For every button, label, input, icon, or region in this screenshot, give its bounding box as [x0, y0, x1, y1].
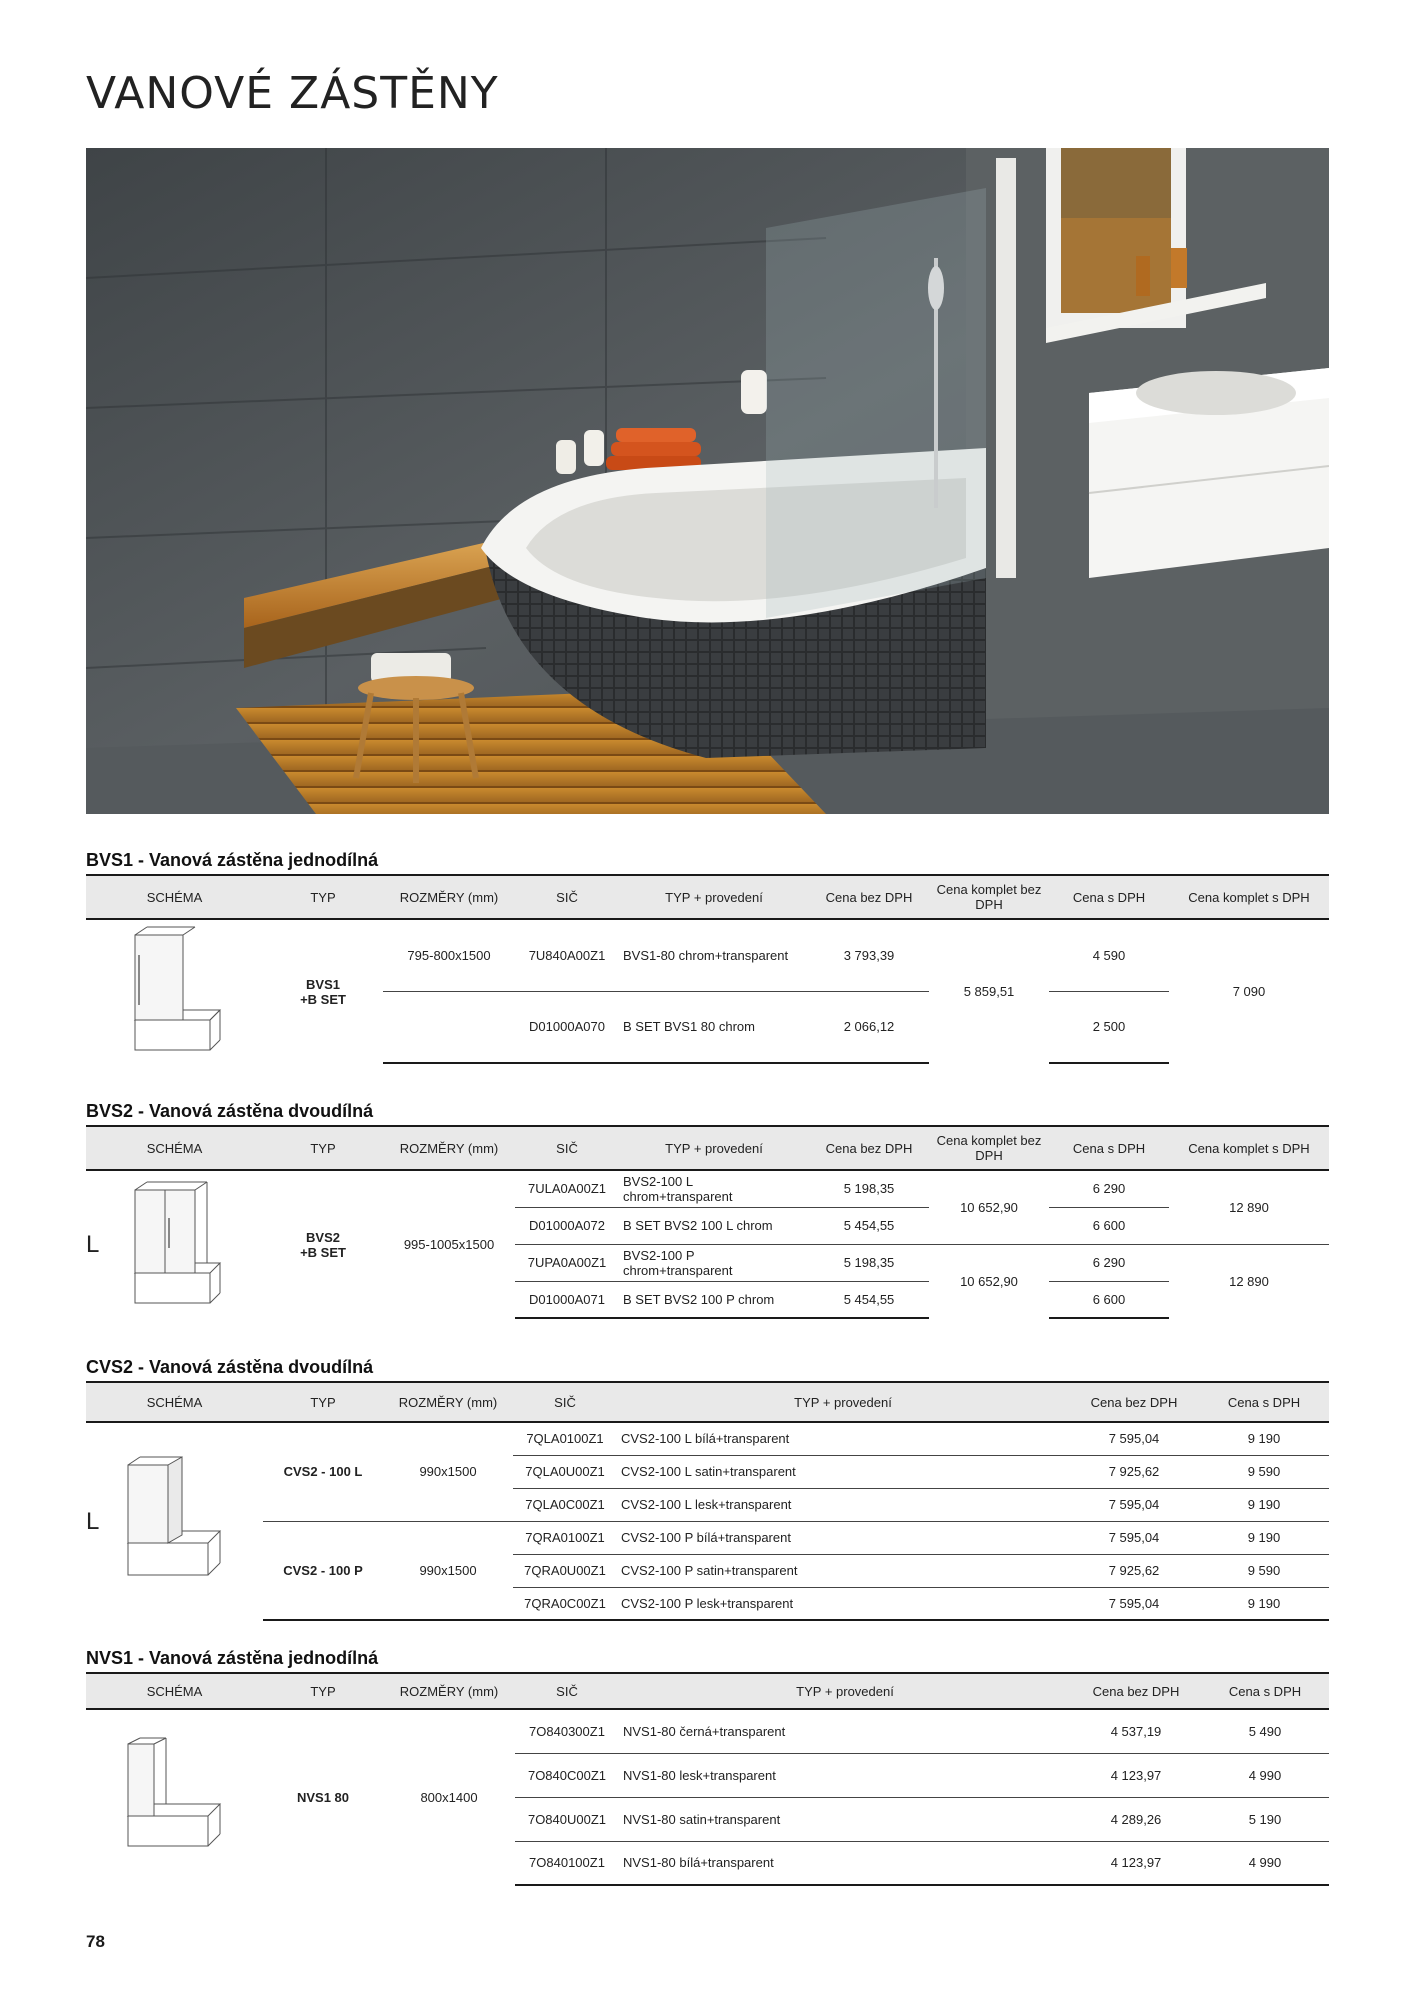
bvs1-rozmery — [383, 991, 515, 1063]
nvs1-section — [86, 1644, 1329, 1886]
col-cena-bez-dph: Cena bez DPH — [809, 1126, 929, 1170]
cvs2-title: CVS2 - Vanová zástěna dvoudílná — [86, 1357, 374, 1377]
col-rozmery: ROZMĚRY (mm) — [383, 1673, 515, 1709]
cvs2-cena-bez: 7 925,62 — [1069, 1554, 1199, 1587]
bvs1-schema — [86, 919, 263, 1063]
cvs2-sic: 7QLA0C00Z1 — [513, 1488, 617, 1521]
bvs2-komplet-s: 12 890 — [1169, 1170, 1329, 1244]
col-rozmery: ROZMĚRY (mm) — [383, 1126, 515, 1170]
col-typ: TYP — [263, 1382, 383, 1422]
col-rozmery: ROZMĚRY (mm) — [383, 1382, 513, 1422]
col-sic: SIČ — [515, 875, 619, 919]
col-schema: SCHÉMA — [86, 875, 263, 919]
cvs2-typ-provedeni: CVS2-100 L bílá+transparent — [617, 1422, 1069, 1455]
bvs2-cena-bez: 5 454,55 — [809, 1207, 929, 1244]
col-typ: TYP — [263, 1673, 383, 1709]
cvs2-sic: 7QRA0U00Z1 — [513, 1554, 617, 1587]
bvs1-title: BVS1 - Vanová zástěna jednodílná — [86, 850, 379, 870]
bvs1-cena-bez: 3 793,39 — [809, 919, 929, 991]
bvs2-sic: 7UPA0A00Z1 — [515, 1244, 619, 1281]
cvs2-cena-bez: 7 595,04 — [1069, 1587, 1199, 1620]
nvs1-typ-provedeni: NVS1-80 lesk+transparent — [619, 1753, 1071, 1797]
bath-screen-schema-icon — [125, 1178, 225, 1308]
bvs2-sic: D01000A071 — [515, 1281, 619, 1318]
nvs1-cena-bez: 4 123,97 — [1071, 1841, 1201, 1885]
col-typ: TYP — [263, 1126, 383, 1170]
col-cena-bez-dph: Cena bez DPH — [1069, 1382, 1199, 1422]
cvs2-cena-s: 9 190 — [1199, 1422, 1329, 1455]
cvs2-cena-bez: 7 595,04 — [1069, 1521, 1199, 1554]
cvs2-cena-s: 9 190 — [1199, 1587, 1329, 1620]
bvs1-rozmery: 795-800x1500 — [383, 919, 515, 991]
bvs2-sic: 7ULA0A00Z1 — [515, 1170, 619, 1207]
bvs2-cena-bez: 5 198,35 — [809, 1244, 929, 1281]
nvs1-cena-bez: 4 289,26 — [1071, 1797, 1201, 1841]
bvs1-cena-s: 4 590 — [1049, 919, 1169, 991]
nvs1-sic: 7O840C00Z1 — [515, 1753, 619, 1797]
bvs1-typ-provedeni: BVS1-80 chrom+transparent — [619, 919, 809, 991]
nvs1-cena-s: 4 990 — [1201, 1753, 1329, 1797]
bvs2-section — [86, 1097, 1329, 1319]
cvs2-typ-provedeni: CVS2-100 L satin+transparent — [617, 1455, 1069, 1488]
col-cena-komplet-bez-dph: Cena komplet bez DPH — [929, 875, 1049, 919]
nvs1-title: NVS1 - Vanová zástěna jednodílná — [86, 1648, 379, 1668]
col-cena-s-dph: Cena s DPH — [1199, 1382, 1329, 1422]
nvs1-table — [86, 1672, 1329, 1886]
cvs2-sic: 7QRA0100Z1 — [513, 1521, 617, 1554]
col-cena-komplet-s-dph: Cena komplet s DPH — [1169, 875, 1329, 919]
nvs1-rozmery: 800x1400 — [420, 1790, 478, 1805]
bvs1-table — [86, 874, 1329, 1064]
col-typ: TYP — [263, 875, 383, 919]
cvs2-table — [86, 1381, 1329, 1621]
bath-screen-schema-icon — [125, 925, 225, 1055]
bvs2-title: BVS2 - Vanová zástěna dvoudílná — [86, 1101, 374, 1121]
col-schema: SCHÉMA — [86, 1382, 263, 1422]
cvs2-section — [86, 1353, 1329, 1621]
cvs2-typ-provedeni: CVS2-100 P bílá+transparent — [617, 1521, 1069, 1554]
cvs2-cena-s: 9 190 — [1199, 1521, 1329, 1554]
nvs1-typ-provedeni: NVS1-80 černá+transparent — [619, 1709, 1071, 1753]
schema-letter: L — [86, 1507, 100, 1535]
nvs1-cena-bez: 4 537,19 — [1071, 1709, 1201, 1753]
cvs2-typ: CVS2 - 100 P — [263, 1521, 383, 1620]
bvs1-typ-provedeni: B SET BVS1 80 chrom — [619, 991, 809, 1063]
bvs2-cena-s: 6 600 — [1049, 1207, 1169, 1244]
bvs1-typ: BVS1 +B SET — [300, 976, 346, 1007]
cvs2-rozmery: 990x1500 — [383, 1422, 513, 1521]
nvs1-cena-s: 5 490 — [1201, 1709, 1329, 1753]
cvs2-cena-bez: 7 595,04 — [1069, 1422, 1199, 1455]
col-typ-provedeni: TYP + provedení — [619, 1126, 809, 1170]
bvs1-cena-s: 2 500 — [1049, 991, 1169, 1063]
bvs2-cena-s: 6 600 — [1049, 1281, 1169, 1318]
nvs1-sic: 7O840U00Z1 — [515, 1797, 619, 1841]
cvs2-cena-s: 9 190 — [1199, 1488, 1329, 1521]
col-schema: SCHÉMA — [86, 1126, 263, 1170]
nvs1-cena-s: 4 990 — [1201, 1841, 1329, 1885]
nvs1-typ-provedeni: NVS1-80 satin+transparent — [619, 1797, 1071, 1841]
bvs2-cena-bez: 5 454,55 — [809, 1281, 929, 1318]
bvs2-cena-bez: 5 198,35 — [809, 1170, 929, 1207]
bvs1-section — [86, 846, 1329, 1064]
col-cena-s-dph: Cena s DPH — [1201, 1673, 1329, 1709]
col-cena-komplet-bez-dph: Cena komplet bez DPH — [929, 1126, 1049, 1170]
cvs2-schema — [86, 1422, 263, 1620]
bvs2-typ-provedeni: B SET BVS2 100 L chrom — [619, 1207, 809, 1244]
col-typ-provedeni: TYP + provedení — [619, 1673, 1071, 1709]
nvs1-schema — [86, 1709, 263, 1885]
bath-screen-schema-icon — [120, 1736, 230, 1856]
bvs2-cena-s: 6 290 — [1049, 1170, 1169, 1207]
bvs2-typ: BVS2 +B SET — [300, 1229, 346, 1260]
col-typ-provedeni: TYP + provedení — [619, 875, 809, 919]
cvs2-sic: 7QLA0100Z1 — [513, 1422, 617, 1455]
col-cena-bez-dph: Cena bez DPH — [809, 875, 929, 919]
page-number: 78 — [86, 1932, 105, 1951]
bvs1-sic: 7U840A00Z1 — [515, 919, 619, 991]
bvs2-typ-provedeni: BVS2-100 P chrom+transparent — [619, 1244, 809, 1281]
bathroom-photo — [86, 148, 1329, 814]
cvs2-rozmery: 990x1500 — [383, 1521, 513, 1620]
col-sic: SIČ — [513, 1382, 617, 1422]
bvs2-komplet-bez: 10 652,90 — [960, 1273, 1018, 1289]
col-cena-komplet-s-dph: Cena komplet s DPH — [1169, 1126, 1329, 1170]
bvs2-typ-provedeni: B SET BVS2 100 P chrom — [619, 1281, 809, 1318]
cvs2-cena-bez: 7 595,04 — [1069, 1488, 1199, 1521]
bvs1-sic: D01000A070 — [515, 991, 619, 1063]
col-cena-s-dph: Cena s DPH — [1049, 1126, 1169, 1170]
cvs2-sic: 7QRA0C00Z1 — [513, 1587, 617, 1620]
nvs1-cena-bez: 4 123,97 — [1071, 1753, 1201, 1797]
nvs1-typ: NVS1 80 — [296, 1790, 350, 1805]
bvs2-komplet-s: 12 890 — [1229, 1273, 1269, 1289]
bvs2-sic: D01000A072 — [515, 1207, 619, 1244]
col-rozmery: ROZMĚRY (mm) — [383, 875, 515, 919]
bvs2-table — [86, 1125, 1329, 1319]
cvs2-cena-bez: 7 925,62 — [1069, 1455, 1199, 1488]
nvs1-cena-s: 5 190 — [1201, 1797, 1329, 1841]
cvs2-sic: 7QLA0U00Z1 — [513, 1455, 617, 1488]
bvs2-typ-provedeni: BVS2-100 L chrom+transparent — [619, 1170, 809, 1207]
cvs2-typ-provedeni: CVS2-100 P satin+transparent — [617, 1554, 1069, 1587]
nvs1-typ-provedeni: NVS1-80 bílá+transparent — [619, 1841, 1071, 1885]
bvs2-rozmery: 995-1005x1500 — [403, 1237, 495, 1252]
bath-screen-schema-icon — [120, 1455, 230, 1585]
col-schema: SCHÉMA — [86, 1673, 263, 1709]
bvs2-cena-s: 6 290 — [1049, 1244, 1169, 1281]
bvs1-cena-bez: 2 066,12 — [809, 991, 929, 1063]
nvs1-sic: 7O840100Z1 — [515, 1841, 619, 1885]
col-sic: SIČ — [515, 1673, 619, 1709]
bvs1-komplet-bez: 5 859,51 — [963, 984, 1015, 999]
bvs2-schema — [86, 1170, 263, 1318]
cvs2-typ-provedeni: CVS2-100 L lesk+transparent — [617, 1488, 1069, 1521]
col-cena-s-dph: Cena s DPH — [1049, 875, 1169, 919]
cvs2-typ-provedeni: CVS2-100 P lesk+transparent — [617, 1587, 1069, 1620]
col-cena-bez-dph: Cena bez DPH — [1071, 1673, 1201, 1709]
page-title: VANOVÉ ZÁSTĚNY — [86, 68, 499, 119]
bvs2-komplet-bez: 10 652,90 — [929, 1170, 1049, 1244]
col-sic: SIČ — [515, 1126, 619, 1170]
bvs1-komplet-s: 7 090 — [1232, 984, 1266, 999]
schema-letter: L — [86, 1230, 100, 1258]
cvs2-typ: CVS2 - 100 L — [263, 1422, 383, 1521]
nvs1-sic: 7O840300Z1 — [515, 1709, 619, 1753]
cvs2-cena-s: 9 590 — [1199, 1455, 1329, 1488]
cvs2-cena-s: 9 590 — [1199, 1554, 1329, 1587]
col-typ-provedeni: TYP + provedení — [617, 1382, 1069, 1422]
